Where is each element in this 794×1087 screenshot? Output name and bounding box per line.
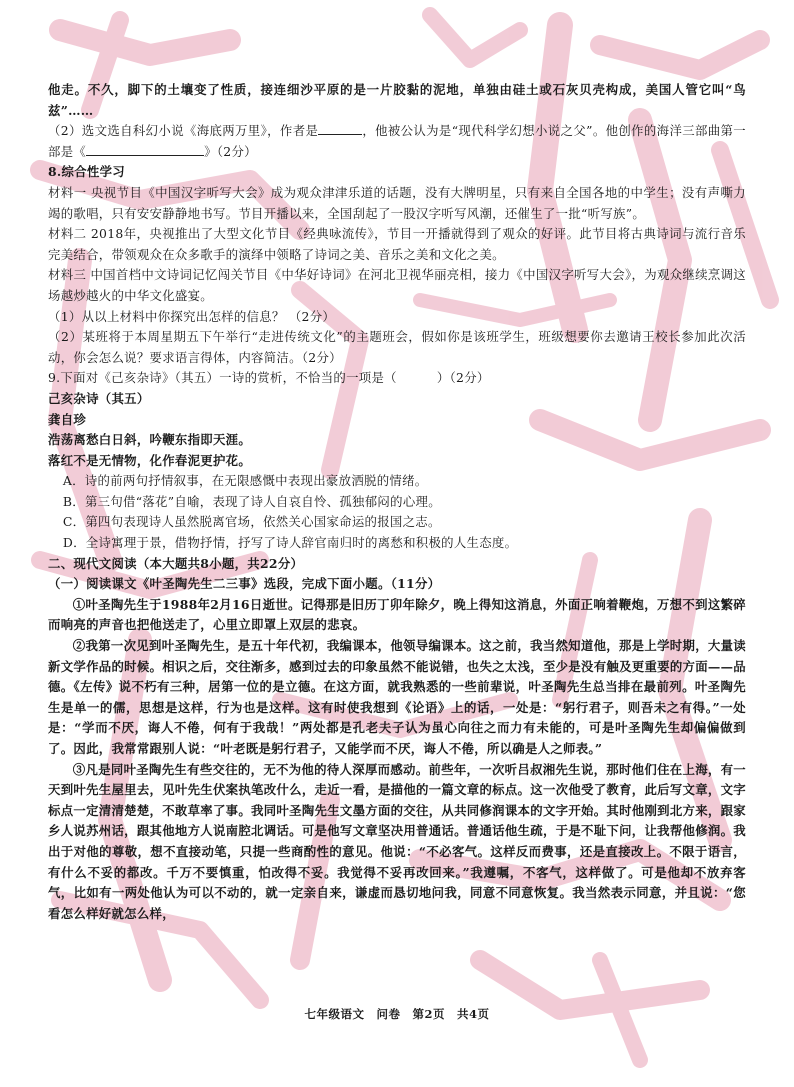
trilogy-answer-blank[interactable] (86, 142, 204, 156)
reading-1-heading: （一）阅读课文《叶圣陶先生二三事》选段，完成下面小题。（11分） (48, 576, 441, 592)
material-2: 材料二 2018年，央视推出了大型文化节目《经典咏流传》，节目一开播就得到了观众的好评。此节目将古典诗词与流行音乐完美结合，带领观众在众多歌手的演绎中领略了诗词之美、音乐之美和文化之美。 (48, 226, 746, 262)
q7-passage-tail: 他走。不久，脚下的土壤变了性质，接连细沙平原的是一片胶黏的泥地，单独由硅土或石灰贝壳构成，美国人管它叫“鸟兹”…… (48, 82, 746, 118)
q7-2-text-a: （2）选文选自科幻小说《海底两万里》，作者是 (48, 123, 319, 139)
passage-paragraph-3: ③凡是同叶圣陶先生有些交往的，无不为他的待人深厚而感动。前些年，一次听吕叔湘先生说，那时他们住在上海，有一天到叶先生屋里去，见叶先生伏案执笔改什么，走近一看，是描他的一篇文章的标点。这一次他受了教育，此后写文章，文字标点一定清清楚楚，不敢草率了事。我同叶圣陶先生文墨方面的交往，从共同修润课本的文字开始。其时他刚到北方来，跟家乡人说苏州话，跟其他地方人说南腔北调话。可是他写文章坚决用普通话。普通话他生疏，于是不耻下问，让我帮他修润。我出于对他的尊敬，想不直接动笔，只提一些商酌性的意见。他说：“不必客气。这样反而费事，还是直接改上。不限于语言，有什么不妥的都改。千万不要慎重，怕改得不妥。我觉得不妥再改回来。”我遵嘱，不客气，这样做了。可是他却不放弃客气，比如有一两处他认为可以不动的，就一定亲自来，谦虚而恳切地问我，同意不同意恢复。我当然表示同意，并且说：“您看怎么样好就怎么样， (48, 761, 746, 921)
section-2-heading: 二、现代文阅读（本大题共8小题，共22分） (48, 555, 304, 571)
poem-line-2: 落红不是无情物，化作春泥更护花。 (48, 452, 252, 468)
q8-2-question: （2）某班将于本周星期五下午举行“走进传统文化”的主题班会，假如你是该班学生，班级想要你去邀请王校长参加此次活动，你会怎么说？要求语言得体，内容简洁。（2分） (48, 329, 746, 365)
q7-2-question (48, 121, 746, 162)
q8-title: 8.综合性学习 (48, 164, 125, 180)
q7-2-text-b: ，他被公认为是“现代科学幻想小说之父”。他创作的海洋三部曲第一部是《 (48, 123, 746, 159)
option-a: A．诗的前两句抒情叙事，在无限感慨中表现出豪放洒脱的情绪。 (62, 473, 428, 489)
option-b: B．第三句借“落花”自喻，表现了诗人自哀自怜、孤独郁闷的心理。 (62, 493, 441, 509)
passage-paragraph-2: ②我第一次见到叶圣陶先生，是五十年代初，我编课本，他领导编课本。这之前，我当然知道他，那是上学时期，大量读新文学作品的时候。相识之后，交往渐多，感到过去的印象虽然不能说错，也失之太浅，至少是没有触及更重要的方面——品德。《左传》说不朽有三种，居第一位的是立德。在这方面，就我熟悉的一些前辈说，叶圣陶先生总当排在最前列。叶圣陶先生是单一的儒，思想是这样，行为也是这样。这有时使我想到《论语》上的话，一处是：“躬行君子，则吾未之有得。”一处是：“学而不厌，诲人不倦，何有于我哉！”两处都是孔老夫子认为虽心向往之而力有未能的，可是叶圣陶先生却偏偏做到了。因此，我常常跟别人说：“叶老既是躬行君子，又能学而不厌，诲人不倦，所以确是人之师表。” (48, 638, 746, 756)
footer-page: 第2页 (412, 1007, 445, 1021)
page-footer (0, 1006, 794, 1022)
material-1: 材料一 央视节目《中国汉字听写大会》成为观众津津乐道的话题，没有大牌明星，只有来自全国各地的中学生；没有声嘶力竭的歌唱，只有安安静静地书写。节目开播以来，全国刮起了一股汉字听写风潮，还催生了一批“听写族”。 (48, 184, 746, 221)
q8-1-question: （1）从以上材料中你探究出怎样的信息？ （2分） (48, 308, 336, 324)
exam-page-body (48, 80, 746, 924)
option-c: C．第四句表现诗人虽然脱离官场，依然关心国家命运的报国之志。 (62, 514, 441, 530)
poem-line-1: 浩荡离愁白日斜，吟鞭东指即天涯。 (48, 432, 252, 448)
author-answer-blank[interactable] (318, 121, 362, 135)
poem-title: 己亥杂诗（其五） (48, 390, 150, 406)
q9-question (48, 368, 746, 389)
q9-text-a: 9.下面对《己亥杂诗》（其五）一诗的赏析，不恰当的一项是（ (48, 370, 397, 386)
option-d: D．全诗寓理于景，借物抒情，抒写了诗人辞官南归时的离愁和积极的人生态度。 (62, 535, 518, 551)
q7-2-text-c: 》（2分） (204, 143, 257, 159)
passage-paragraph-1: ①叶圣陶先生于1988年2月16日逝世。记得那是旧历丁卯年除夕，晚上得知这消息，外面正响着鞭炮，万想不到这繁碎而响亮的声音也把他送走了，心里立即罩上双层的悲哀。 (48, 596, 746, 633)
footer-total: 共4页 (457, 1007, 490, 1021)
poem-author: 龚自珍 (48, 411, 87, 427)
footer-grade: 七年级语文 (304, 1007, 365, 1021)
material-3: 材料三 中国首档中文诗词记忆闯关节目《中华好诗词》在河北卫视华丽亮相，接力《中国汉字听写大会》，为观众继续烹调这场越炒越火的中华文化盛宴。 (48, 267, 746, 303)
footer-paper: 问卷 (376, 1007, 401, 1021)
q9-text-b: ）（2分） (436, 370, 490, 386)
